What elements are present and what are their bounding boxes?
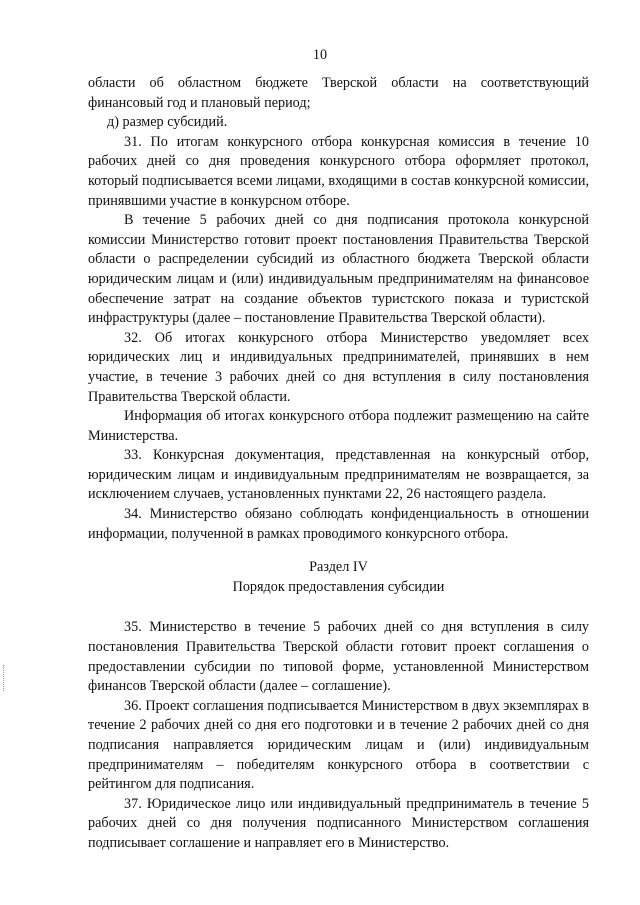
paragraphs-after (88, 618, 589, 853)
paragraph-31: 31. По итогам конкурсного отбора конкурсная комиссия в течение 10 рабочих дней со дня проведения конкурсного отбора оформляет протокол, который подписывается всеми лицами, входящими в состав конкурсной комиссии, принявшими участие в конкурсном отборе. (88, 133, 589, 209)
paragraph-continuation: области об областном бюджете Тверской области на соответствующий финансовый год и плановый период; (88, 75, 589, 111)
section-title: Порядок предоставления субсидии (232, 578, 445, 595)
document-body (88, 74, 589, 854)
paragraph-34: 34. Министерство обязано соблюдать конфиденциальность в отношении информации, полученной в рамках проводимого конкурсного отбора. (88, 506, 589, 542)
section-label: Раздел IV (309, 559, 368, 576)
page-number: 10 (312, 47, 328, 63)
paragraph-35: 35. Министерство в течение 5 рабочих дней со дня вступления в силу постановления Правительства Тверской области готовит проект соглашения о предоставлении субсидии по типовой форме, установленной Министерством финансов Тверской области (далее – соглашение). (88, 619, 589, 695)
paragraph-32: 32. Об итогах конкурсного отбора Министерство уведомляет всех юридических лиц и индивидуальных предпринимателей, принявших в нем участие, в течение 3 рабочих дней со дня вступления в силу постановления Правительства Тверской области. (88, 329, 589, 405)
paragraph-31-resolution: В течение 5 рабочих дней со дня подписания протокола конкурсной комиссии Министерство готовит проект постановления Правительства Тверской области о распределении субсидий из областного бюджета Тверской области юридическим лицам и (или) индивидуальным предпринимателям на финансовое обеспечение затрат на создание объектов туристского показа и туристской инфраструктуры (далее – постановление Правительства Тверской области). (88, 212, 589, 327)
paragraphs-before (88, 74, 589, 544)
margin-scan-mark (3, 665, 5, 691)
list-item-d: д) размер субсидий. (107, 114, 228, 131)
paragraph-33: 33. Конкурсная документация, представленная на конкурсный отбор, юридическим лицам и индивидуальным предпринимателям не возвращается, за исключением случаев, установленных пунктами 22, 26 настоящего раздела. (88, 447, 589, 503)
paragraph-37: 37. Юридическое лицо или индивидуальный предприниматель в течение 5 рабочих дней со дня получения подписанного Министерством соглашения подписывает соглашение и направляет его в Министерство. (88, 795, 589, 851)
paragraph-36: 36. Проект соглашения подписывается Министерством в двух экземплярах в течение 2 рабочих дней со дня его подготовки и в течение 2 рабочих дней со дня подписания направляется юридическим лицам и (или) индивидуальным предпринимателям – победителям конкурсного отбора в соответствии с рейтингом для подписания. (88, 697, 589, 793)
paragraph-32-publication: Информация об итогах конкурсного отбора подлежит размещению на сайте Министерства. (88, 408, 589, 444)
